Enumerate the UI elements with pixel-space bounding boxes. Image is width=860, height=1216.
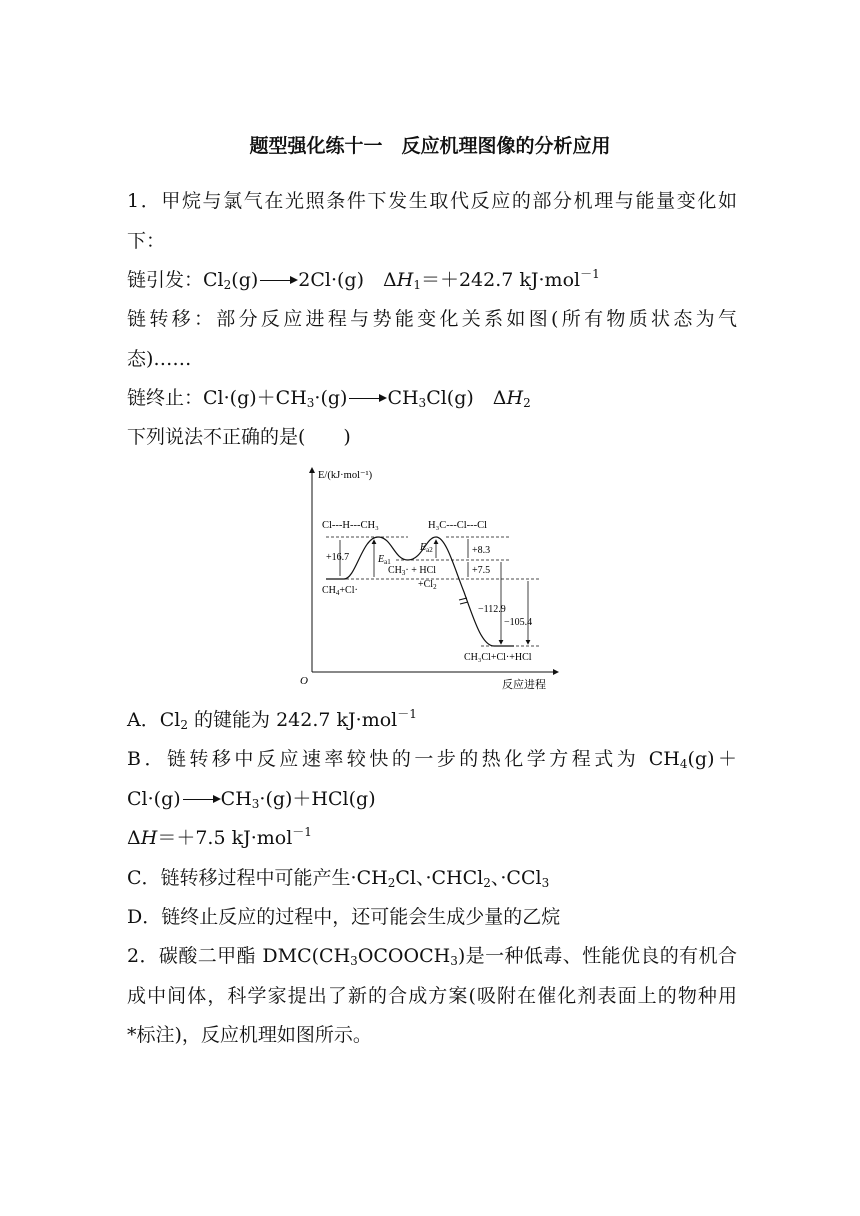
delta-8-3-label: +8.3 (472, 545, 491, 556)
axis-break-mark (460, 602, 468, 604)
delta-16-7-label: +16.7 (326, 552, 350, 563)
axis-break-mark (459, 598, 467, 600)
q1-chain-termination: 链终止：$Cl\cdot(g)+CH_3\cdot(g)$ $CH_3Cl(g)$ $\Delta H_2$ (127, 387, 531, 410)
option-a: A．$Cl_2$ 的键能为 242.7 kJ·mol$^{-1}$ (127, 707, 417, 732)
option-b-line3: ΔH＝＋7.5 kJ·mol$^{-1}$ (127, 825, 312, 849)
product-label: CH₃Cl+Cl·+HCl (464, 652, 532, 663)
ea1-label: $E_{a1}$ (378, 554, 391, 566)
energy-profile-chart (296, 462, 562, 694)
ts1-label: Cl---H---CH₃ (322, 520, 379, 531)
q2-line1: 2．碳酸二甲酯 $DMC(CH_3OCOOCH_3)$是一种低毒、性能优良的有机合 (127, 945, 737, 968)
intermediate-label: $CH_3\cdot$ + HCl (388, 565, 437, 577)
page-title: 题型强化练十一 反应机理图像的分析应用 (249, 135, 611, 157)
q1-chain-transfer-line1: 链转移：部分反应进程与势能变化关系如图(所有物质状态为气 (127, 308, 737, 330)
option-d: D．链终止反应的过程中，还可能会生成少量的乙烷 (127, 906, 561, 928)
q1-chain-initiation: 链引发：$Cl_2(g)$ 2Cl·(g) $\Delta H_1=+242.7$ kJ·mol$^{-1}$ (127, 267, 600, 292)
origin-label: O (300, 675, 308, 687)
ts2-label: H₃C---Cl---Cl (428, 520, 488, 531)
q1-stem-line2: 下： (127, 230, 166, 252)
ea2-label: $E_{a2}$ (420, 542, 433, 554)
intermediate-label-cl2: $+Cl_2$ (418, 579, 437, 591)
reactant-label: $CH_4+Cl\cdot$ (322, 585, 358, 597)
q2-line2: 成中间体，科学家提出了新的合成方案(吸附在催化剂表面上的物种用 (127, 985, 737, 1007)
option-b-line2: Cl·(g) $CH_3\cdot(g)+HCl(g)$ (127, 788, 376, 811)
y-axis-label: E/(kJ·mol⁻¹) (318, 470, 373, 481)
delta-112-9-label: −112.9 (478, 604, 506, 615)
q1-stem-line1: 1．甲烷与氯气在光照条件下发生取代反应的部分机理与能量变化如 (127, 190, 737, 212)
q1-chain-transfer-line2: 态)…… (127, 348, 192, 370)
q2-line3: *标注)，反应机理如图所示。 (127, 1024, 372, 1046)
q1-question: 下列说法不正确的是( ) (127, 426, 351, 448)
x-axis-label: 反应进程 (502, 679, 546, 691)
option-b-line1: B．链转移中反应速率较快的一步的热化学方程式为 $CH_4(g)+$ (127, 748, 737, 771)
option-c: C．链转移过程中可能产生$\cdot CH_2Cl$、·CHCl$_2$、·CCl$_3$ (127, 867, 550, 890)
delta-105-4-label: −105.4 (504, 617, 533, 628)
delta-7-5-label: +7.5 (472, 565, 491, 576)
